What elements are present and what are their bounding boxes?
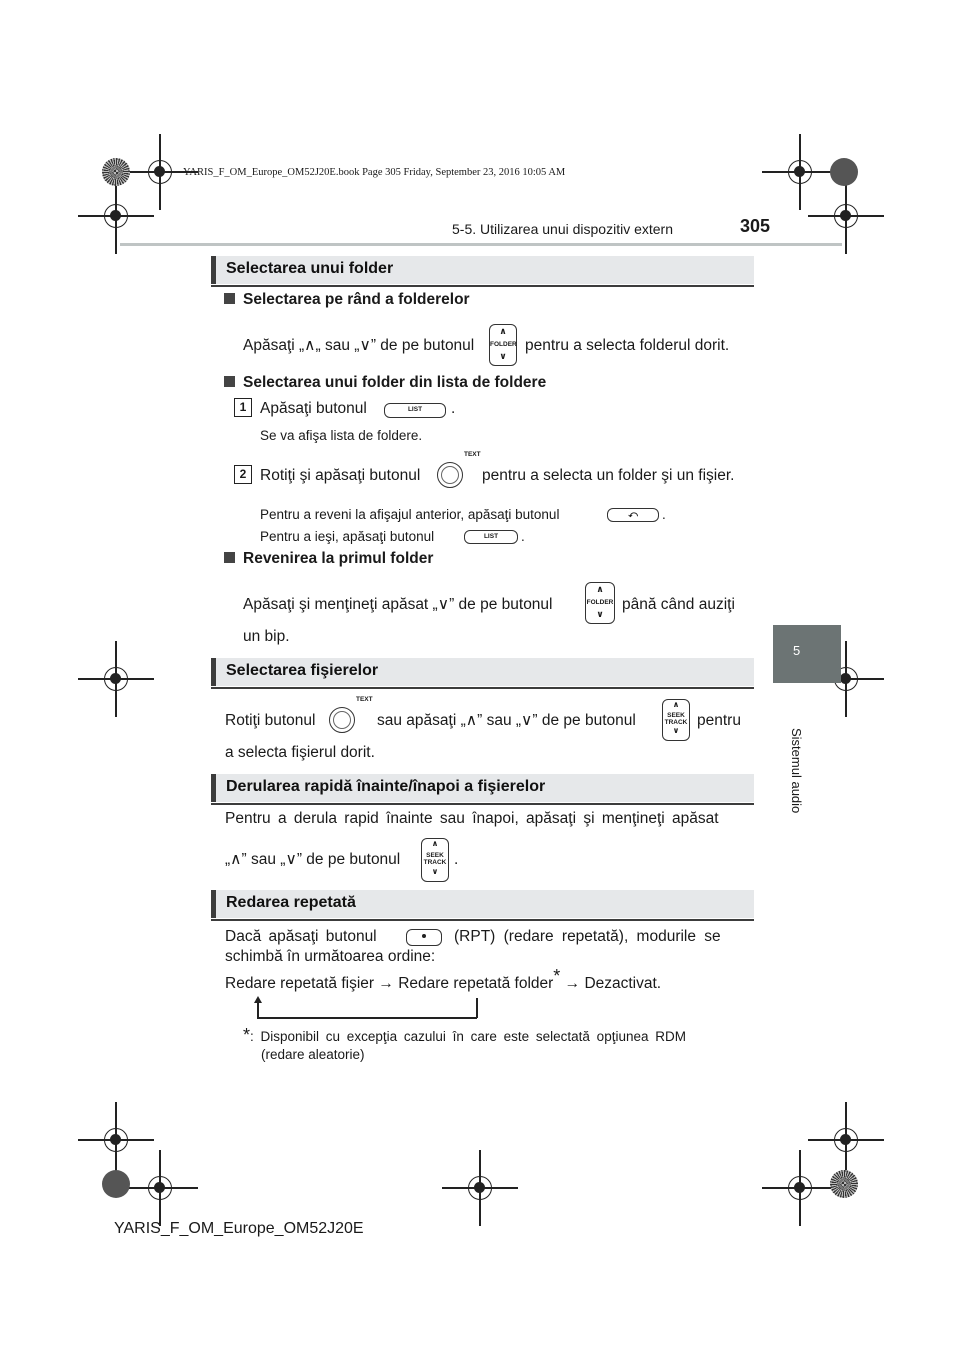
text-knob-icon: TEXT — [437, 462, 463, 488]
registration-mark-icon — [96, 196, 136, 236]
back-button-icon: ⤺ — [607, 508, 659, 522]
step-number: 1 — [234, 398, 252, 417]
rpt-button-icon — [406, 929, 442, 946]
chapter-title: Sistemul audio — [789, 728, 804, 814]
square-bullet-icon — [224, 552, 235, 563]
note: Pentru a ieşi, apăsaţi butonul — [260, 529, 435, 544]
paragraph: Rotiţi butonul — [225, 712, 316, 729]
registration-mark-icon — [780, 1168, 820, 1208]
registration-mark-icon — [96, 659, 136, 699]
list-button-icon: LIST — [464, 530, 518, 544]
note: Pentru a reveni la afişajul anterior, apăsaţi butonul — [260, 507, 560, 522]
section-header — [211, 774, 754, 802]
gray-disc-icon — [102, 1170, 130, 1198]
seek-track-button-icon: ∧ SEEK TRACK ∨ — [662, 699, 690, 741]
footnote: (redare aleatorie) — [261, 1047, 365, 1062]
paragraph: Apăsaţi „∧„ sau „∨” de pe butonul — [243, 337, 475, 354]
footnote: *: Disponibil cu excepţia cazului în care este selectată opţiunea RDM — [243, 1025, 686, 1045]
page-number: 305 — [740, 216, 771, 236]
arrow-right-icon: → — [378, 975, 394, 992]
folder-button-icon: ∧ FOLDER ∨ — [489, 324, 517, 366]
loop-back-arrow-icon — [254, 996, 478, 1018]
section-title: Redarea repetată — [226, 894, 356, 911]
section-header — [211, 658, 754, 686]
section-header — [211, 890, 754, 918]
doc-code: YARIS_F_OM_Europe_OM52J20E — [114, 1220, 364, 1237]
section-title: Selectarea unui folder — [226, 260, 394, 277]
paragraph: Apăsaţi şi menţineţi apăsat „∨” de pe butonul — [243, 596, 553, 613]
registration-mark-icon — [460, 1168, 500, 1208]
list-button-icon: LIST — [384, 403, 446, 418]
header-rule — [120, 243, 842, 246]
step-text: Apăsaţi butonul — [260, 400, 367, 417]
star-target-icon — [102, 158, 130, 186]
registration-mark-icon — [826, 196, 866, 236]
section-title: Selectarea fişierelor — [226, 662, 379, 679]
subsection-title: Selectarea pe rând a folderelor — [224, 290, 470, 310]
note: Se va afişa lista de foldere. — [260, 428, 423, 443]
registration-mark-icon — [826, 1120, 866, 1160]
mode-cycle: Redare repetată fişier → Redare repetată folder* → Dezactivat. — [225, 965, 662, 992]
step-number: 2 — [234, 465, 252, 484]
square-bullet-icon — [224, 376, 235, 387]
paragraph: Dacă apăsaţi butonul — [225, 928, 377, 945]
section-title: Derularea rapidă înainte/înapoi a fişierelor — [226, 778, 546, 795]
registration-mark-icon — [96, 1120, 136, 1160]
chapter-tab — [773, 625, 841, 683]
print-info: YARIS_F_OM_Europe_OM52J20E.book Page 305 Friday, September 23, 2016 10:05 AM — [183, 167, 566, 178]
star-target-icon — [830, 1170, 858, 1198]
paragraph: pentru a selecta folderul dorit. — [525, 337, 730, 354]
text-knob-icon: TEXT — [329, 707, 355, 733]
chapter-number: 5 — [793, 643, 801, 658]
registration-mark-icon — [140, 1168, 180, 1208]
registration-mark-icon — [780, 152, 820, 192]
subsection-title: Revenirea la primul folder — [224, 549, 433, 569]
gray-disc-icon — [830, 158, 858, 186]
arrow-right-icon: → — [564, 975, 581, 992]
square-bullet-icon — [224, 293, 235, 304]
step-text: Rotiţi şi apăsaţi butonul — [260, 467, 421, 484]
paragraph: Pentru a derula rapid înainte sau înapoi, apăsaţi şi menţineţi apăsat — [225, 810, 719, 827]
folder-button-icon: ∧ FOLDER ∨ — [585, 582, 615, 624]
section-header — [211, 256, 754, 284]
registration-mark-icon — [140, 152, 180, 192]
seek-track-button-icon: ∧ SEEK TRACK ∨ — [421, 838, 449, 882]
subsection-title: Selectarea unui folder din lista de foldere — [224, 373, 546, 393]
section-path: 5-5. Utilizarea unui dispozitiv extern — [452, 221, 673, 237]
